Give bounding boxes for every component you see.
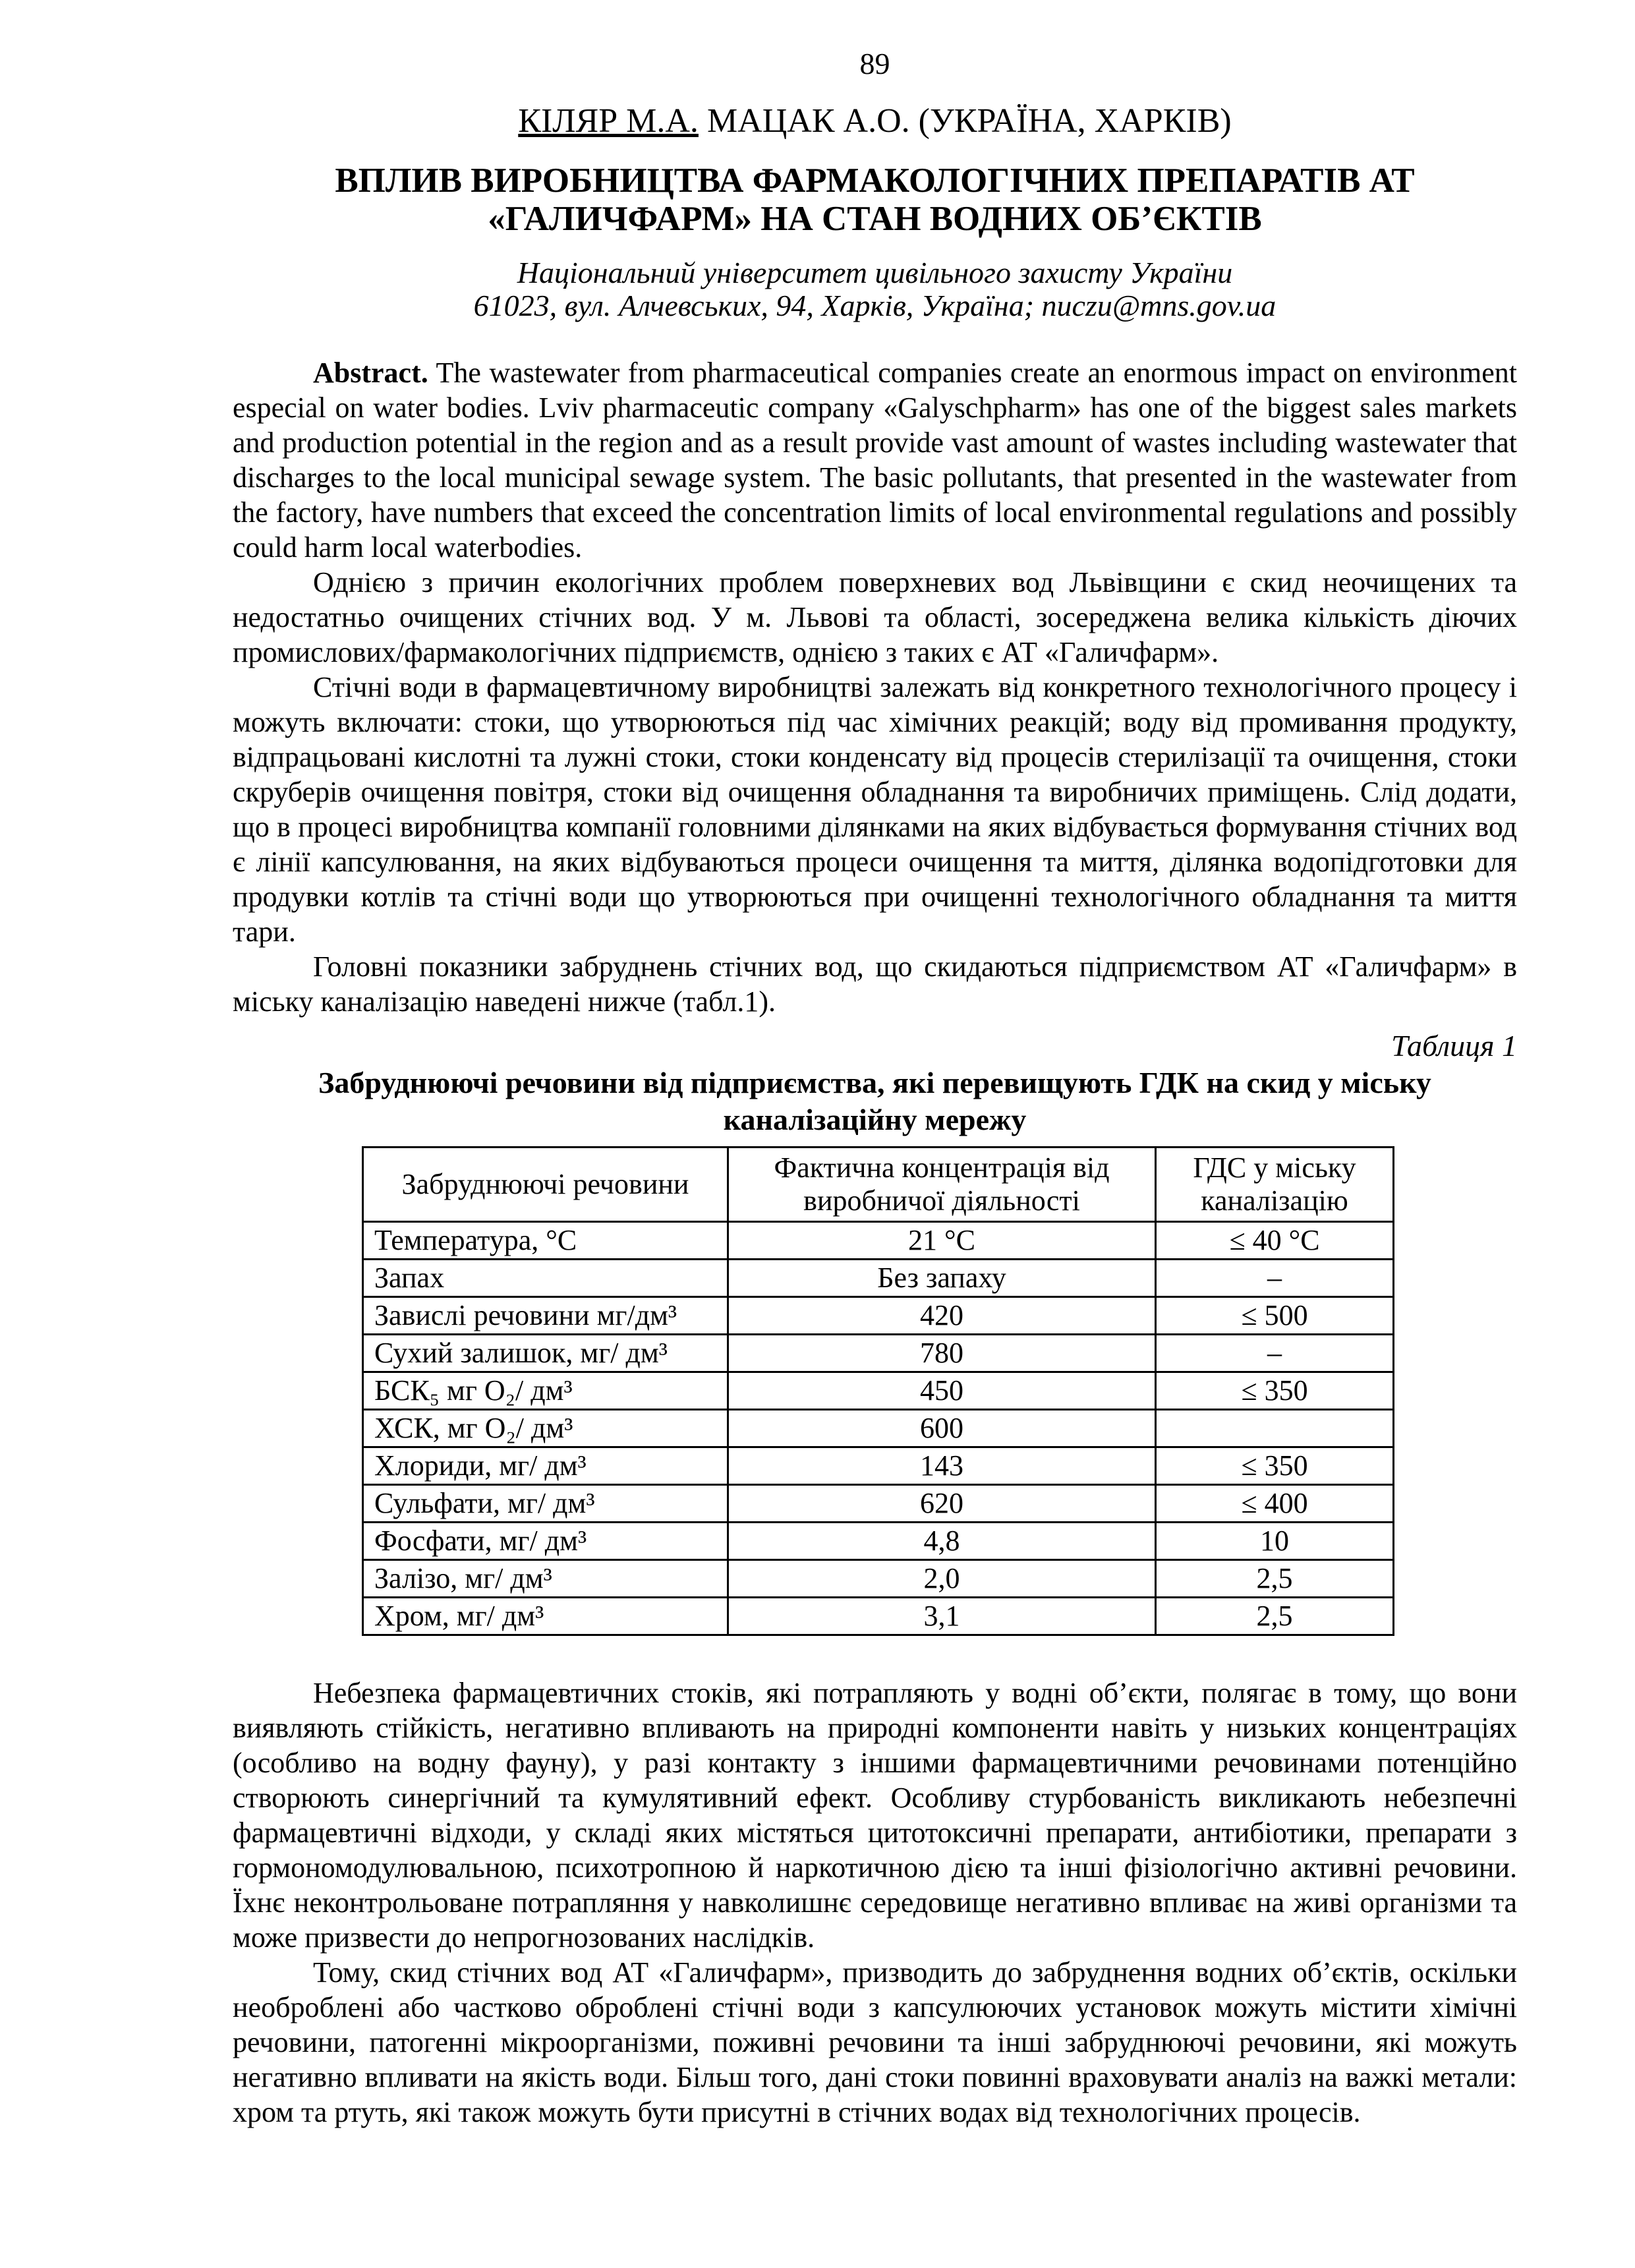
- body-paragraph-5: Тому, скид стічних вод АТ «Галичфарм», призводить до забруднення водних об’єктів, оскільки необроблені або частково оброблені стічні води з капсулюючих установок можуть містити хімічні речовини, патогенні мікроорганізми, поживні речовини та інші забруднюючі речовини, які можуть негативно впливати на якість води. Більш того, дані стоки повинні враховувати аналіз на важкі метали: хром та ртуть, які також можуть бути присутні в стічних водах від технологічних процесів.: [233, 1956, 1517, 2128]
- abstract-text: The wastewater from pharmaceutical companies create an enormous impact on environment especial on water bodies. Lviv pharmaceutic company «Galyschpharm» has one of the biggest sales markets and production potential in the region and as a result provide vast amount of wastes including wastewater that discharges to the local municipal sewage system. The basic pollutants, that presented in the wastewater from the factory, have numbers that exceed the concentration limits of local environmental regulations and possibly could harm local waterbodies.: [233, 357, 1517, 564]
- page-number: 89: [859, 47, 890, 80]
- table-title-line-2: каналізаційну мережу: [723, 1103, 1027, 1136]
- substance-cell: Температура, °С: [363, 1222, 728, 1260]
- pollutants-table: [362, 1146, 1394, 1636]
- limit-value-cell: 2,5: [1156, 1560, 1394, 1598]
- column-header-actual-concentration: Фактична концентрація від виробничої діяльності: [728, 1148, 1156, 1222]
- table-row: [363, 1372, 1394, 1410]
- limit-value-cell: ≤ 350: [1156, 1447, 1394, 1485]
- substance-cell: БСК₅ мг О₂/ дм³: [363, 1372, 728, 1410]
- body-paragraph-1: Однією з причин екологічних проблем поверхневих вод Львівщини є скид неочищених та недостатньо очищених стічних вод. У м. Львові та області, зосереджена велика кількість діючих промислових/фармакологічних підприємств, однією з таких є АТ «Галичфарм».: [233, 566, 1517, 668]
- actual-value-cell: 450: [728, 1372, 1156, 1410]
- table-row: [363, 1598, 1394, 1635]
- actual-value-cell: 600: [728, 1410, 1156, 1447]
- substance-cell: Залізо, мг/ дм³: [363, 1560, 728, 1598]
- substance-cell: Фосфати, мг/ дм³: [363, 1523, 728, 1560]
- actual-value-cell: 2,0: [728, 1560, 1156, 1598]
- paper-title-line-1: ВПЛИВ ВИРОБНИЦТВА ФАРМАКОЛОГІЧНИХ ПРЕПАРАТІВ АТ: [335, 161, 1415, 200]
- table-row: [363, 1560, 1394, 1598]
- body-paragraph-2: Стічні води в фармацевтичному виробництві залежать від конкретного технологічного процесу і можуть включати: стоки, що утворюються під час хімічних реакцій; воду від промивання продукту, відпрацьовані кислотні та лужні стоки, стоки конденсату від процесів стерилізації та очищення, стоки скруберів очищення повітря, стоки від очищення обладнання та виробничих приміщень. Слід додати, що в процесі виробництва компанії головними ділянками на яких відбувається формування стічних вод є лінії капсулювання, на яких відбуваються процеси очищення та миття, ділянка водопідготовки для продувки котлів та стічні води що утворюються при очищенні технологічного обладнання та миття тари.: [233, 671, 1517, 948]
- limit-value-cell: ≤ 500: [1156, 1297, 1394, 1335]
- table-caption: Таблиця 1: [1391, 1029, 1517, 1062]
- authors-line: [233, 101, 1517, 142]
- actual-value-cell: 21 °С: [728, 1222, 1156, 1260]
- substance-cell: Завислі речовини мг/дм³: [363, 1297, 728, 1335]
- authors-rest: МАЦАК А.О. (УКРАЇНА, ХАРКІВ): [698, 102, 1232, 140]
- limit-value-cell: ≤ 400: [1156, 1485, 1394, 1523]
- table-title-line-1: Забруднюючі речовини від підприємства, які перевищують ГДК на скид у міську: [318, 1066, 1431, 1099]
- abstract-label: Abstract.: [313, 357, 428, 389]
- paper-title-line-2: «ГАЛИЧФАРМ» НА СТАН ВОДНИХ ОБ’ЄКТІВ: [488, 200, 1262, 238]
- body-paragraph-4: Небезпека фармацевтичних стоків, які потрапляють у водні об’єкти, полягає в тому, що вони виявляють стійкість, негативно впливають на природні компоненти навіть у низьких концентраціях (особливо на водну фауну), у разі контакту з іншими фармацевтичними речовинами потенційно створюють синергічний та кумулятивний ефект. Особливу стурбованість викликають небезпечні фармацевтичні відходи, у складі яких містяться цитотоксичні препарати, антибіотики, препарати з гормономодулювальною, психотропною й наркотичною дією та інші фізіологічно активні речовини. Їхнє неконтрольоване потрапляння у навколишнє середовище негативно впливає на живі організми та може призвести до непрогнозованих наслідків.: [233, 1677, 1517, 1954]
- substance-cell: ХСК, мг О₂/ дм³: [363, 1410, 728, 1447]
- limit-value-cell: ≤ 40 °С: [1156, 1222, 1394, 1260]
- table-row: [363, 1485, 1394, 1523]
- table-row: [363, 1523, 1394, 1560]
- actual-value-cell: 143: [728, 1447, 1156, 1485]
- column-header-substance: Забруднюючі речовини: [363, 1148, 728, 1222]
- paper-title: [233, 161, 1517, 238]
- actual-value-cell: 780: [728, 1335, 1156, 1372]
- actual-value-cell: 420: [728, 1297, 1156, 1335]
- limit-value-cell: –: [1156, 1260, 1394, 1297]
- column-header-sewer-limit: ГДС у міську каналізацію: [1156, 1148, 1394, 1222]
- abstract-paragraph: [233, 355, 1517, 565]
- limit-value-cell: 2,5: [1156, 1598, 1394, 1635]
- actual-value-cell: 620: [728, 1485, 1156, 1523]
- address-line: 61023, вул. Алчевських, 94, Харків, Україна; nuczu@mns.gov.ua: [473, 289, 1276, 322]
- table-row: [363, 1410, 1394, 1447]
- author-underlined: КІЛЯР М.А.: [518, 102, 699, 140]
- substance-cell: Хлориди, мг/ дм³: [363, 1447, 728, 1485]
- actual-value-cell: Без запаху: [728, 1260, 1156, 1297]
- table-row: [363, 1335, 1394, 1372]
- limit-value-cell: [1156, 1410, 1394, 1447]
- body-paragraph-3: Головні показники забруднень стічних вод, що скидаються підприємством АТ «Галичфарм» в міську каналізацію наведені нижче (табл.1).: [233, 950, 1517, 1018]
- actual-value-cell: 3,1: [728, 1598, 1156, 1635]
- limit-value-cell: –: [1156, 1335, 1394, 1372]
- affiliation-line: Національний університет цивільного захисту України: [517, 256, 1233, 289]
- table-row: [363, 1447, 1394, 1485]
- substance-cell: Хром, мг/ дм³: [363, 1598, 728, 1635]
- substance-cell: Сульфати, мг/ дм³: [363, 1485, 728, 1523]
- table-row: [363, 1222, 1394, 1260]
- table-header-row: [363, 1148, 1394, 1222]
- actual-value-cell: 4,8: [728, 1523, 1156, 1560]
- substance-cell: Сухий залишок, мг/ дм³: [363, 1335, 728, 1372]
- text-block: [233, 0, 1517, 2130]
- table-row: [363, 1260, 1394, 1297]
- substance-cell: Запах: [363, 1260, 728, 1297]
- table-row: [363, 1297, 1394, 1335]
- table-title: [233, 1064, 1517, 1138]
- limit-value-cell: ≤ 350: [1156, 1372, 1394, 1410]
- limit-value-cell: 10: [1156, 1523, 1394, 1560]
